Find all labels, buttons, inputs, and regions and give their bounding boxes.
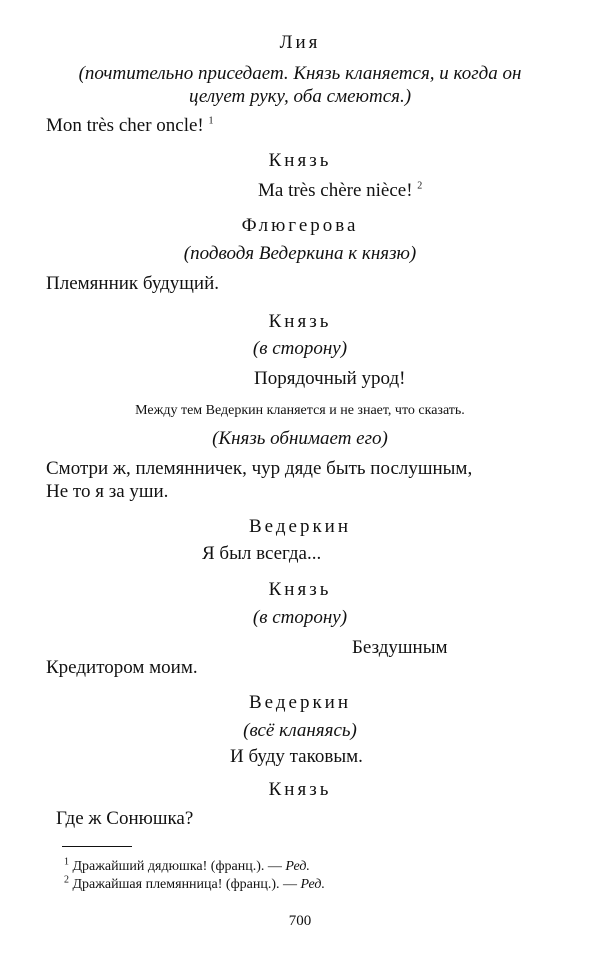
speaker-knyaz: Князь xyxy=(268,150,332,171)
dialogue-line: Я был всегда... xyxy=(202,543,322,564)
dialogue-line: Порядочный урод! xyxy=(254,368,406,389)
stage-direction: (в сторону) xyxy=(252,338,348,359)
footnote-ref: 1 xyxy=(208,115,214,127)
footnote-number: 2 xyxy=(64,874,69,886)
stage-direction: (в сторону) xyxy=(252,607,348,628)
dialogue-line: Бездушным xyxy=(352,637,448,658)
stage-direction: (всё кланяясь) xyxy=(243,720,357,741)
speaker-knyaz: Князь xyxy=(268,779,332,800)
footnote-editor: Ред. xyxy=(285,859,310,874)
dialogue-line: Где ж Сонюшка? xyxy=(56,808,194,829)
stage-direction: (Князь обнимает его) xyxy=(212,428,388,449)
speaker-knyaz: Князь xyxy=(268,311,332,332)
dialogue-line xyxy=(46,115,214,137)
footnote-number: 1 xyxy=(64,856,69,868)
dialogue-line: Не то я за уши. xyxy=(46,481,169,502)
stage-direction: (почтительно приседает. Князь кланяется, и когда он xyxy=(78,63,522,84)
speaker-vederkin: Ведеркин xyxy=(248,692,352,713)
dialogue-line: Кредитором моим. xyxy=(46,657,198,678)
speaker-lia: Лия xyxy=(279,32,321,53)
footnote-text: Дражайшая племянница! (франц.). — xyxy=(72,877,298,892)
footnote-divider xyxy=(62,846,132,847)
dialogue-line: И буду таковым. xyxy=(230,746,363,767)
footnote-text: Дражайший дядюшка! (франц.). — xyxy=(72,859,282,874)
speaker-knyaz: Князь xyxy=(268,579,332,600)
dialogue-text: Ma très chère nièce! xyxy=(258,180,413,201)
footnote xyxy=(64,874,325,896)
stage-direction: Между тем Ведеркин кланяется и не знает, что сказать. xyxy=(135,403,465,418)
page-number: 700 xyxy=(288,913,312,929)
footnote-editor: Ред. xyxy=(300,877,326,892)
stage-direction: (подводя Ведеркина к князю) xyxy=(183,243,417,264)
dialogue-line: Смотри ж, племянничек, чур дяде быть послушным, xyxy=(46,458,473,479)
footnote-ref: 2 xyxy=(417,180,423,192)
dialogue-line: Племянник будущий. xyxy=(46,273,220,294)
speaker-flyugerova: Флюгерова xyxy=(241,215,359,236)
speaker-vederkin: Ведеркин xyxy=(248,516,352,537)
dialogue-line xyxy=(258,180,422,202)
dialogue-text: Mon très cher oncle! xyxy=(46,115,204,136)
stage-direction: целует руку, оба смеются.) xyxy=(188,86,412,107)
